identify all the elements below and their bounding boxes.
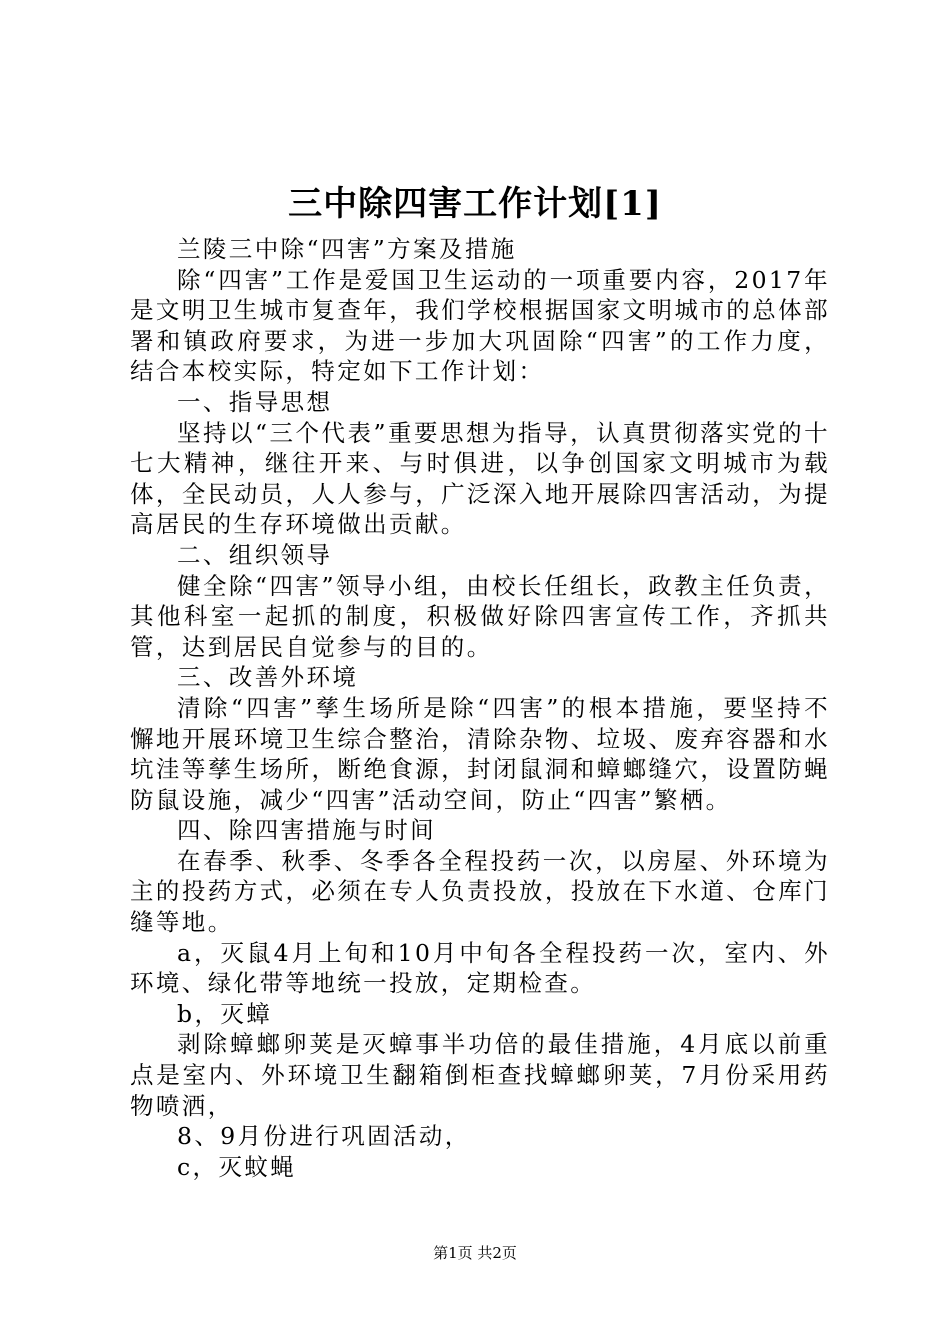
paragraph-measures: 在春季、秋季、冬季各全程投药一次，以房屋、外环境为主的投药方式，必须在专人负责投放，投放在下水道、仓库门缝等地。 bbox=[130, 846, 830, 937]
section-heading-guiding-thought: 一、指导思想 bbox=[177, 387, 333, 416]
document-title: 三中除四害工作计划[1] bbox=[288, 184, 662, 224]
paragraph-consolidation: 8、9月份进行巩固活动， bbox=[177, 1122, 471, 1151]
paragraph-organization: 健全除“四害”领导小组，由校长任组长，政教主任负责，其他科室一起抓的制度，积极做好除四害宣传工作，齐抓共管，达到居民自觉参与的目的。 bbox=[130, 571, 830, 661]
section-heading-environment: 三、改善外环境 bbox=[177, 663, 359, 692]
paragraph-guiding-thought: 坚持以“三个代表”重要思想为指导，认真贯彻落实党的十七大精神，继往开来、与时俱进，以争创国家文明城市为载体，全民动员，人人参与，广泛深入地开展除四害活动，为提高居民的生存环境做出贡献。 bbox=[130, 418, 830, 539]
paragraph-cockroach-heading: b，灭蟑 bbox=[177, 999, 273, 1028]
document-body bbox=[130, 234, 830, 1182]
paragraph-rodent-control: a，灭鼠4月上旬和10月中旬各全程投药一次，室内、外环境、绿化带等地统一投放，定期检查。 bbox=[130, 938, 830, 998]
paragraph-subtitle: 兰陵三中除“四害”方案及措施 bbox=[177, 235, 517, 263]
section-heading-measures: 四、除四害措施与时间 bbox=[177, 816, 436, 845]
paragraph-environment: 清除“四害”孳生场所是除“四害”的根本措施，要坚持不懈地开展环境卫生综合整治，清除杂物、垃圾、废弃容器和水坑洼等孳生场所，断绝食源，封闭鼠洞和蟑螂缝穴，设置防蝇防鼠设施，减少“四害”活动空间，防止“四害”繁栖。 bbox=[130, 693, 830, 814]
paragraph-cockroach-control: 剥除蟑螂卵荚是灭蟑事半功倍的最佳措施，4月底以前重点是室内、外环境卫生翻箱倒柜查找蟑螂卵荚，7月份采用药物喷洒， bbox=[130, 1030, 830, 1120]
section-heading-organization: 二、组织领导 bbox=[177, 540, 333, 569]
paragraph-intro: 除“四害”工作是爱国卫生运动的一项重要内容，2017年是文明卫生城市复查年，我们学校根据国家文明城市的总体部署和镇政府要求，为进一步加大巩固除“四害”的工作力度，结合本校实际，特定如下工作计划： bbox=[130, 265, 830, 386]
page-footer: 第1页 共2页 bbox=[433, 1244, 517, 1262]
paragraph-mosquito-heading: c，灭蚊蝇 bbox=[177, 1152, 297, 1181]
